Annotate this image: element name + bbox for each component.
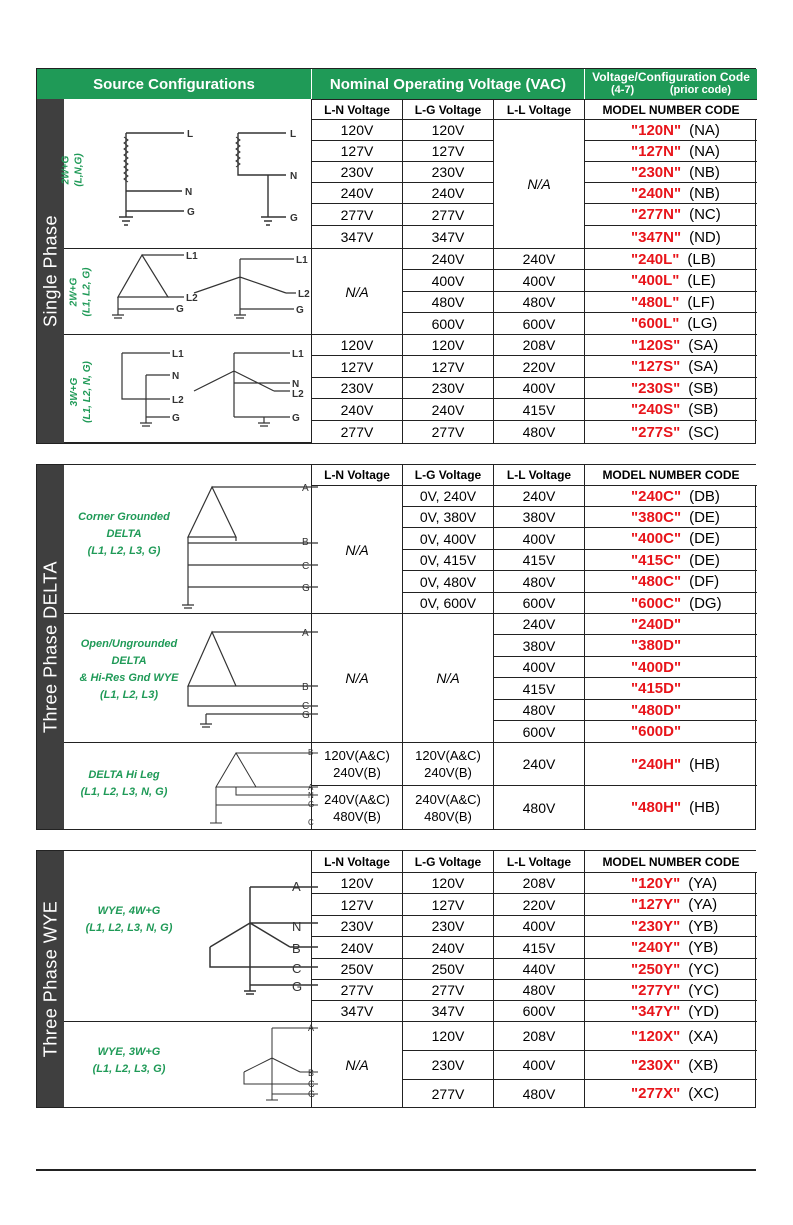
table-cell: 127V [403, 894, 494, 916]
table-cell: 600V [494, 721, 585, 743]
wye-3w-diagram [64, 1022, 316, 1107]
col-lg: L-G Voltage [403, 465, 494, 486]
table-cell: 277V [403, 204, 494, 226]
table-cell: 240V [403, 937, 494, 959]
table-cell: 120V(A&C) 240V(B) [312, 743, 403, 786]
model-code-cell: "127Y" (YA) [585, 894, 757, 916]
table-cell: 600V [494, 313, 585, 335]
table-cell: 127V [312, 894, 403, 916]
model-code-cell: "127N" (NA) [585, 141, 757, 162]
col-lg: L-G Voltage [403, 851, 494, 873]
table-cell: 277V [312, 980, 403, 1001]
model-code-cell: "480D" [585, 700, 757, 721]
model-code-cell: "120Y" (YA) [585, 873, 757, 894]
term-L1b: L1 [292, 349, 304, 360]
term-B: B [308, 748, 314, 757]
table-cell: 0V, 380V [403, 507, 494, 528]
table-cell: 440V [494, 959, 585, 980]
model-code-cell: "240N" (NB) [585, 183, 757, 204]
table-cell: 400V [494, 270, 585, 292]
term-L1b: L1 [296, 255, 308, 266]
model-code-cell: "240L" (LB) [585, 249, 757, 270]
table-cell: 400V [494, 528, 585, 550]
three-phase-wye-table [36, 850, 756, 1108]
config-label: Open/Ungrounded DELTA & Hi-Res Gnd WYE (L1, L2, L3) [79, 638, 179, 701]
model-code-cell: "230Y" (YB) [585, 916, 757, 937]
model-code-cell: "415D" [585, 678, 757, 700]
table-cell: 277V [403, 421, 494, 443]
model-code-cell: "380D" [585, 635, 757, 657]
col-ll: L-L Voltage [494, 465, 585, 486]
model-code-cell: "480L" (LF) [585, 292, 757, 313]
table-cell: 600V [403, 313, 494, 335]
col-ll: L-L Voltage [494, 851, 585, 873]
single-phase-label: Single Phase [37, 99, 64, 443]
config-label: 2W+G (L1, L2, G) [68, 267, 93, 317]
table-cell: 208V [494, 335, 585, 356]
term-L2b: L2 [292, 389, 304, 400]
term-A: A [302, 628, 309, 639]
term-N: N [292, 919, 302, 934]
term-A: A [302, 483, 309, 494]
table-cell: 480V [494, 571, 585, 593]
col-model: MODEL NUMBER CODE [585, 851, 757, 873]
table-cell: 400V [494, 1051, 585, 1080]
model-code-cell: "240H" (HB) [585, 743, 757, 786]
term-G: G [176, 304, 184, 315]
config-2w-l1l2g [64, 249, 312, 335]
table-cell: 0V, 480V [403, 571, 494, 593]
single-phase-2w-diagram [64, 99, 312, 249]
config-wye-3w [64, 1022, 316, 1107]
term-N2: N [290, 171, 298, 182]
term-L2: L2 [186, 293, 198, 304]
table-cell: 250V [403, 959, 494, 980]
col-model: MODEL NUMBER CODE [585, 99, 757, 120]
table-cell: 240V(A&C) 480V(B) [312, 786, 403, 829]
table-cell: 208V [494, 1022, 585, 1051]
term-B: B [302, 537, 309, 548]
table-cell: 480V [494, 1080, 585, 1107]
table-cell: 127V [403, 356, 494, 378]
table-cell: 120V [312, 335, 403, 356]
model-code-cell: "120S" (SA) [585, 335, 757, 356]
table-cell: 347V [312, 226, 403, 249]
term-N: N [185, 187, 193, 198]
table-cell: 480V [403, 292, 494, 313]
col-ln: L-N Voltage [312, 851, 403, 873]
table-cell: 480V [494, 292, 585, 313]
term-Nb: N [292, 379, 300, 390]
term-L2: L2 [172, 395, 184, 406]
table-cell: 240V [312, 399, 403, 421]
model-code-cell: "277X" (XC) [631, 1085, 720, 1102]
table-cell: 380V [494, 635, 585, 657]
config-open-ungrounded [64, 614, 312, 743]
table-cell: 230V [403, 378, 494, 399]
term-C: C [302, 561, 310, 572]
col-model: MODEL NUMBER CODE [585, 465, 757, 486]
corner-grounded-delta-diagram [64, 465, 312, 614]
table-cell: 250V [312, 959, 403, 980]
config-label: 3W+G (L1, L2, N, G) [68, 361, 93, 423]
table-cell: 240V [494, 614, 585, 635]
table-cell: 120V [403, 873, 494, 894]
model-code-cell: "230X" (XB) [585, 1051, 757, 1080]
term-L1: L1 [172, 349, 184, 360]
model-code-cell: "230S" (SB) [585, 378, 757, 399]
term-B: B [308, 1068, 315, 1078]
term-L2b: L2 [298, 289, 310, 300]
table-cell: 120V(A&C) 240V(B) [403, 743, 494, 786]
model-code-cell: "240S" (SB) [585, 399, 757, 421]
na-cell: N/A [403, 614, 494, 743]
term-G: G [302, 583, 310, 594]
delta-hi-leg-diagram [64, 743, 315, 829]
table-cell: 415V [494, 399, 585, 421]
config-label: DELTA Hi Leg (L1, L2, L3, N, G) [80, 769, 168, 798]
table-cell: 240V [312, 183, 403, 204]
table-cell: 277V [312, 204, 403, 226]
table-cell: 480V [494, 980, 585, 1001]
table-cell: 400V [494, 657, 585, 678]
code-header-title: Voltage/Configuration Code [592, 70, 750, 84]
term-C: C [292, 961, 302, 976]
table-cell: 220V [494, 356, 585, 378]
table-cell: 240V [403, 183, 494, 204]
term-L2: L [290, 129, 297, 140]
table-cell: 220V [494, 894, 585, 916]
config-corner-grounded [64, 465, 312, 614]
nominal-voltage-header: Nominal Operating Voltage (VAC) [312, 69, 585, 99]
model-code-cell: "600C" (DG) [585, 593, 757, 614]
table-cell: 120V [312, 120, 403, 141]
term-N: N [308, 791, 314, 800]
term-B: B [302, 682, 309, 693]
config-wye-4w [64, 851, 312, 1022]
table-cell: 415V [494, 678, 585, 700]
model-code-cell: "240C" (DB) [585, 486, 757, 507]
model-code-cell: "400L" (LE) [585, 270, 757, 292]
table-cell: 240V [494, 249, 585, 270]
single-phase-2w-delta-diagram [64, 249, 312, 335]
table-cell: 277V [403, 1080, 494, 1107]
model-code-cell: "480C" (DF) [585, 571, 757, 593]
table-cell: 120V [403, 120, 494, 141]
na-cell: N/A [312, 614, 403, 743]
model-code-cell: "347Y" (YD) [585, 1001, 757, 1022]
na-cell: N/A [312, 1022, 403, 1107]
single-phase-3w-diagram [64, 335, 312, 443]
wye-4w-diagram [64, 851, 312, 1022]
table-cell: 277V [403, 980, 494, 1001]
table-cell: 230V [403, 916, 494, 937]
single-phase-table [36, 68, 756, 444]
table-cell: 0V, 400V [403, 528, 494, 550]
model-code-cell: "240Y" (YB) [585, 937, 757, 959]
config-label: WYE, 4W+G (L1, L2, L3, N, G) [85, 905, 173, 934]
table-cell: 240V [494, 743, 585, 786]
table-cell: 127V [312, 356, 403, 378]
table-cell: 347V [403, 226, 494, 249]
term-Gb: G [292, 413, 300, 424]
term-G: G [292, 979, 303, 994]
term-N: N [172, 371, 180, 382]
config-label: 2W+G (L,N,G) [60, 153, 85, 187]
model-code-cell: "240D" [585, 614, 757, 635]
term-Gb: G [296, 305, 304, 316]
table-cell: 120V [403, 335, 494, 356]
model-code-cell: "277Y" (YC) [585, 980, 757, 1001]
table-cell: 240V [494, 486, 585, 507]
table-cell: 277V [312, 421, 403, 443]
table-cell: 415V [494, 937, 585, 959]
table-cell: 120V [312, 873, 403, 894]
config-label: WYE, 3W+G (L1, L2, L3, G) [92, 1046, 166, 1075]
code-header [585, 69, 757, 99]
col-lg: L-G Voltage [403, 99, 494, 120]
term-C: C [308, 818, 314, 827]
table-cell: 0V, 600V [403, 593, 494, 614]
col-ln: L-N Voltage [312, 465, 403, 486]
model-code-cell: "480H" (HB) [631, 799, 720, 816]
model-code-cell: "347N" (ND) [585, 226, 757, 249]
table-cell: 0V, 240V [403, 486, 494, 507]
model-code-cell: "400D" [585, 657, 757, 678]
table-cell: 240V [312, 937, 403, 959]
col-ln: L-N Voltage [312, 99, 403, 120]
code-header-new: (4-7) [611, 84, 635, 96]
table-cell: 120V [403, 1022, 494, 1051]
model-code-cell: "277S" (SC) [631, 423, 720, 441]
table-cell: 400V [494, 378, 585, 399]
model-code-cell: "127S" (SA) [585, 356, 757, 378]
term-G: G [302, 710, 310, 721]
code-header-prior: (prior code) [669, 84, 731, 96]
config-label: Corner Grounded DELTA (L1, L2, L3, G) [78, 511, 170, 557]
config-delta-hi-leg [64, 743, 315, 829]
table-cell: 0V, 415V [403, 550, 494, 571]
config-2w-lng [60, 99, 312, 249]
na-cell: N/A [494, 120, 585, 249]
table-cell: 415V [494, 550, 585, 571]
table-cell: 230V [403, 162, 494, 183]
wye-label: Three Phase WYE [37, 851, 64, 1107]
term-G2: G [290, 213, 298, 224]
table-cell: 230V [312, 916, 403, 937]
model-code-cell: "250Y" (YC) [585, 959, 757, 980]
table-cell: 480V [494, 786, 585, 829]
table-cell: 400V [403, 270, 494, 292]
term-B: B [292, 941, 301, 956]
model-code-cell: "380C" (DE) [585, 507, 757, 528]
table-cell: 230V [312, 162, 403, 183]
col-ll: L-L Voltage [494, 99, 585, 120]
table-cell: 127V [403, 141, 494, 162]
term-G: G [187, 207, 195, 218]
table-cell: 600V [494, 1001, 585, 1022]
model-code-cell: "415C" (DE) [585, 550, 757, 571]
term-G: G [308, 1089, 316, 1099]
term-G: G [172, 413, 180, 424]
table-cell: 347V [403, 1001, 494, 1022]
config-3w [64, 335, 312, 443]
table-cell: 347V [312, 1001, 403, 1022]
model-code-cell: "120N" (NA) [585, 120, 757, 141]
footer-rule [36, 1169, 756, 1171]
term-A: A [308, 1023, 315, 1033]
table-cell: 400V [494, 916, 585, 937]
term-C: C [302, 701, 310, 712]
table-cell: 208V [494, 873, 585, 894]
term-G: G [308, 800, 315, 809]
model-code-cell: "230N" (NB) [585, 162, 757, 183]
table-cell: 480V [494, 700, 585, 721]
table-cell: 127V [312, 141, 403, 162]
na-cell: N/A [312, 486, 403, 614]
table-cell: 480V [494, 421, 585, 443]
three-phase-delta-table [36, 464, 756, 830]
model-code-cell: "120X" (XA) [585, 1022, 757, 1051]
term-C: C [308, 1079, 315, 1089]
model-code-cell: "600D" [585, 721, 757, 743]
table-cell: 240V [403, 249, 494, 270]
term-L: L [187, 129, 194, 140]
table-cell: 600V [494, 593, 585, 614]
table-cell: 240V [403, 399, 494, 421]
term-L1: L1 [186, 251, 198, 262]
na-cell: N/A [312, 249, 403, 335]
model-code-cell: "277N" (NC) [585, 204, 757, 226]
table-cell: 380V [494, 507, 585, 528]
term-A: A [292, 879, 301, 894]
model-code-cell: "400C" (DE) [585, 528, 757, 550]
table-cell: 240V(A&C) 480V(B) [403, 786, 494, 829]
table-cell: 230V [403, 1051, 494, 1080]
term-A: A [308, 783, 314, 792]
open-ungrounded-delta-diagram [64, 614, 312, 743]
table-cell: 230V [312, 378, 403, 399]
delta-label: Three Phase DELTA [37, 465, 64, 829]
model-code-cell: "600L" (LG) [585, 313, 757, 335]
source-config-header: Source Configurations [37, 69, 312, 99]
